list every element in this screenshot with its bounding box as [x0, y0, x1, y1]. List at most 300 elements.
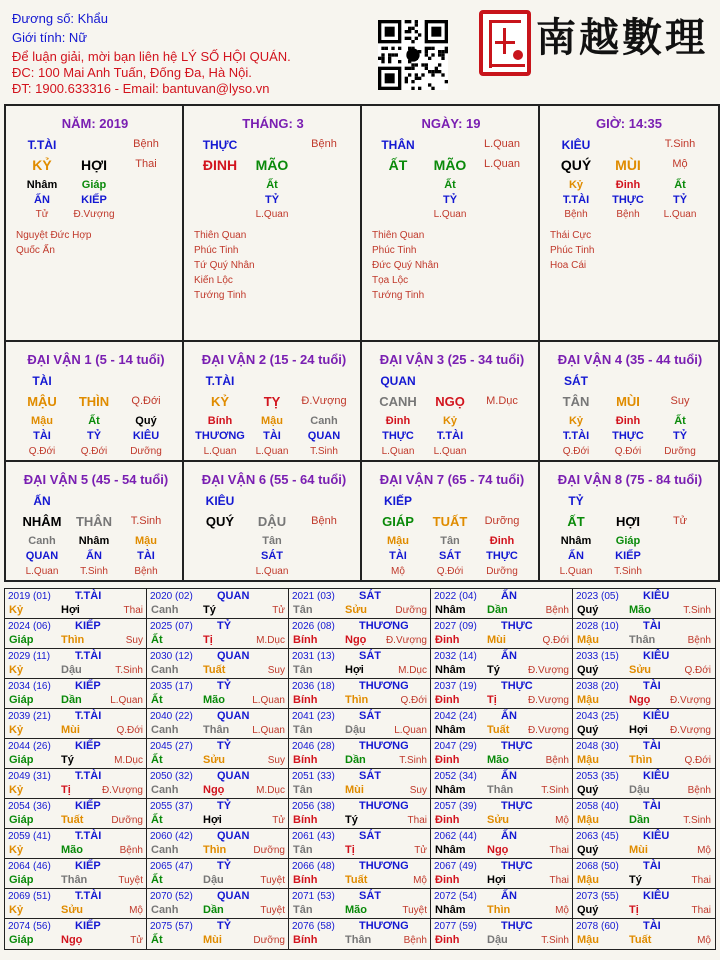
- year-label: 2031 (13): [292, 651, 335, 662]
- year-stem: Quý: [577, 784, 599, 796]
- dai-van-status: Bệnh: [311, 515, 337, 527]
- year-status: L.Quan: [394, 725, 427, 736]
- year-branch: Tý: [203, 604, 216, 616]
- hidden-stem: Tân: [440, 535, 460, 547]
- year-status: Suy: [409, 785, 427, 796]
- year-cell[interactable]: [147, 709, 289, 739]
- year-stem: Canh: [151, 904, 179, 916]
- hidden-than: TỶ: [264, 194, 280, 206]
- year-stem: Ất: [151, 934, 163, 946]
- year-cell[interactable]: [289, 919, 431, 949]
- hidden-stem: Mậu: [31, 415, 53, 427]
- year-than: SÁT: [359, 890, 381, 902]
- year-branch: Dậu: [629, 784, 650, 796]
- thien-than: T.TÀI: [27, 138, 57, 152]
- year-cell[interactable]: [573, 799, 715, 829]
- dai-van-stem: GIÁP: [382, 514, 414, 529]
- year-label: 2035 (17): [150, 681, 193, 692]
- hidden-stem: Mậu: [135, 535, 157, 547]
- year-status: Thai: [123, 605, 143, 616]
- year-cell[interactable]: [147, 679, 289, 709]
- hidden-stem: Mậu: [387, 535, 409, 547]
- year-than: THỰC: [501, 680, 533, 692]
- branch-char: MÃO: [433, 157, 467, 173]
- year-cell[interactable]: [431, 889, 573, 919]
- dai-van-6: [182, 460, 362, 582]
- year-branch: Thân: [203, 724, 230, 736]
- year-branch: Ngọ: [487, 844, 509, 856]
- year-cell[interactable]: [431, 679, 573, 709]
- year-branch: Dậu: [203, 874, 224, 886]
- year-stem: Quý: [577, 664, 599, 676]
- year-status: Bệnh: [403, 935, 427, 946]
- hidden-status: Tử: [35, 209, 49, 220]
- qr-code-icon[interactable]: [378, 20, 448, 90]
- pillar-2: [182, 104, 362, 342]
- year-status: Thai: [549, 845, 569, 856]
- dai-van-branch: TUẤT: [432, 514, 468, 529]
- year-branch: Ngọ: [629, 694, 651, 706]
- year-than: TỶ: [217, 620, 232, 632]
- year-label: 2042 (24): [434, 711, 477, 722]
- stem-char: ĐINH: [202, 157, 238, 173]
- year-branch: Mão: [629, 604, 651, 616]
- phone-email[interactable]: ĐT: 1900.633316 - Email: bantuvan@lyso.vn: [12, 81, 270, 96]
- star-item: Hoa Cái: [550, 260, 587, 271]
- year-stem: Mậu: [577, 634, 599, 646]
- year-than: TÀI: [643, 860, 661, 872]
- year-status: Bệnh: [545, 755, 569, 766]
- thien-than: KIÊU: [561, 138, 591, 152]
- hidden-than: ẤN: [34, 194, 50, 206]
- year-status: Bệnh: [545, 605, 569, 616]
- star-item: Tướng Tinh: [372, 290, 425, 301]
- year-cell[interactable]: [573, 919, 715, 949]
- year-branch: Dần: [629, 814, 650, 826]
- year-status: Thai: [407, 815, 427, 826]
- year-status: Dưỡng: [395, 605, 427, 616]
- year-status: Bệnh: [119, 845, 143, 856]
- hidden-than: KIÊU: [132, 430, 160, 442]
- hidden-status: Q.Đới: [28, 446, 56, 457]
- year-cell[interactable]: [289, 799, 431, 829]
- year-than: ẤN: [501, 770, 517, 782]
- year-stem: Mậu: [577, 814, 599, 826]
- year-stem: Đinh: [435, 874, 460, 886]
- dai-van-status: Q.Đới: [131, 395, 161, 407]
- dai-van-than: QUAN: [380, 374, 416, 388]
- year-cell[interactable]: [573, 829, 715, 859]
- year-cell[interactable]: [289, 769, 431, 799]
- year-cell[interactable]: [5, 799, 147, 829]
- year-status: Suy: [125, 635, 143, 646]
- year-status: Tử: [272, 605, 285, 616]
- hidden-than: THỰC: [486, 550, 518, 562]
- year-cell[interactable]: [431, 919, 573, 949]
- year-status: Tuyệt: [260, 905, 285, 916]
- year-cell[interactable]: [5, 679, 147, 709]
- hidden-status: L.Quan: [559, 566, 593, 577]
- dai-van-status: Dưỡng: [484, 515, 520, 527]
- contact-line: Để luận giải, mời bạn liên hệ LÝ SỐ HỘI QUÁN.: [12, 49, 291, 64]
- year-status: Bệnh: [687, 785, 711, 796]
- year-stem: Canh: [151, 604, 179, 616]
- year-label: 2037 (19): [434, 681, 477, 692]
- year-cell[interactable]: [147, 919, 289, 949]
- year-branch: Hợi: [487, 874, 506, 886]
- star-item: Thiên Quan: [372, 230, 425, 241]
- year-stem: Quý: [577, 844, 599, 856]
- year-cell[interactable]: [147, 859, 289, 889]
- star-item: Thái Cực: [550, 230, 592, 241]
- hidden-stem: Giáp: [81, 179, 107, 191]
- pillar-title: THÁNG: 3: [242, 116, 304, 131]
- year-cell[interactable]: [147, 649, 289, 679]
- hidden-status: Bệnh: [564, 209, 588, 220]
- year-cell[interactable]: [147, 619, 289, 649]
- year-branch: Thân: [61, 874, 88, 886]
- year-label: 2054 (36): [8, 801, 51, 812]
- year-status: T.Sinh: [399, 755, 427, 766]
- hidden-stem: Đinh: [615, 179, 641, 191]
- year-status: Đ.Vượng: [527, 725, 569, 736]
- year-stem: Quý: [577, 604, 599, 616]
- dai-van-title: ĐẠI VẬN 2 (15 - 24 tuổi): [201, 352, 347, 367]
- year-label: 2056 (38): [292, 801, 335, 812]
- hidden-stem: Đinh: [615, 415, 641, 427]
- year-branch: Mùi: [629, 844, 648, 856]
- year-cell[interactable]: [573, 859, 715, 889]
- year-than: TÀI: [643, 740, 661, 752]
- year-cell[interactable]: [431, 709, 573, 739]
- thien-than: THỰC: [202, 138, 238, 152]
- year-cell[interactable]: [573, 889, 715, 919]
- year-than: THỰC: [501, 740, 533, 752]
- dai-van-than: SÁT: [564, 374, 588, 388]
- year-cell[interactable]: [5, 829, 147, 859]
- year-stem: Bính: [293, 814, 318, 826]
- star-item: Tướng Tinh: [194, 290, 247, 301]
- year-label: 2024 (06): [8, 621, 51, 632]
- hidden-status: L.Quan: [433, 209, 467, 220]
- hidden-than: ẤN: [568, 550, 584, 562]
- hidden-stem: Đinh: [489, 535, 515, 547]
- year-status: T.Sinh: [541, 935, 569, 946]
- year-label: 2063 (45): [576, 831, 619, 842]
- dai-van-title: ĐẠI VẬN 1 (5 - 14 tuổi): [27, 352, 165, 367]
- star-item: Đức Quý Nhân: [372, 260, 439, 271]
- year-cell[interactable]: [147, 739, 289, 769]
- year-branch: Thìn: [61, 634, 85, 646]
- dai-van-status: Tử: [672, 515, 688, 527]
- hidden-status: Dưỡng: [130, 446, 162, 457]
- calligraphy-logo: 南越數理: [536, 14, 708, 61]
- year-label: 2074 (56): [8, 921, 51, 932]
- year-branch: Hợi: [629, 724, 648, 736]
- year-label: 2039 (21): [8, 711, 51, 722]
- year-cell[interactable]: [147, 799, 289, 829]
- year-cell[interactable]: [5, 739, 147, 769]
- year-stem: Tân: [293, 844, 313, 856]
- year-than: ẤN: [501, 710, 517, 722]
- hidden-stem: Tân: [262, 535, 282, 547]
- year-cell[interactable]: [289, 649, 431, 679]
- year-cell[interactable]: [147, 769, 289, 799]
- year-status: Đ.Vượng: [527, 695, 569, 706]
- year-status: T.Sinh: [683, 815, 711, 826]
- hidden-status: T.Sinh: [614, 566, 642, 577]
- branch-char: MÙI: [615, 157, 641, 173]
- year-cell[interactable]: [289, 709, 431, 739]
- year-label: 2058 (40): [576, 801, 619, 812]
- dai-van-stem: ẤT: [567, 514, 585, 529]
- year-than: T.TÀI: [75, 650, 102, 662]
- yearly-luck-grid: [4, 588, 716, 950]
- year-stem: Đinh: [435, 814, 460, 826]
- hidden-than: THƯƠNG: [195, 430, 245, 442]
- year-label: 2028 (10): [576, 621, 619, 632]
- seal-stamp-icon: [479, 10, 531, 76]
- dai-van-title: ĐẠI VẬN 8 (75 - 84 tuổi): [557, 472, 703, 487]
- year-cell[interactable]: [5, 769, 147, 799]
- year-label: 2067 (49): [434, 861, 477, 872]
- year-cell[interactable]: [431, 859, 573, 889]
- year-than: QUAN: [217, 590, 250, 602]
- year-status: L.Quan: [110, 695, 143, 706]
- branch-char: HỢI: [81, 157, 107, 173]
- year-cell[interactable]: [431, 769, 573, 799]
- year-branch: Tuất: [345, 874, 368, 886]
- year-stem: Tân: [293, 604, 313, 616]
- truong-sinh: Thai: [135, 158, 157, 170]
- hidden-status: T.Sinh: [310, 446, 338, 457]
- hidden-status: Q.Đới: [614, 446, 642, 457]
- year-stem: Nhâm: [435, 604, 466, 616]
- year-label: 2041 (23): [292, 711, 335, 722]
- year-branch: Hợi: [203, 814, 222, 826]
- year-than: TỶ: [217, 920, 232, 932]
- hidden-than: TÀI: [137, 550, 155, 562]
- duong-so: Đương số: Khẩu: [12, 11, 109, 26]
- hidden-status: L.Quan: [203, 446, 237, 457]
- hidden-status: T.Sinh: [80, 566, 108, 577]
- year-label: 2077 (59): [434, 921, 477, 932]
- hidden-stem: Quý: [135, 415, 157, 427]
- year-than: KIẾP: [75, 860, 101, 872]
- year-label: 2045 (27): [150, 741, 193, 752]
- year-cell[interactable]: [431, 619, 573, 649]
- year-stem: Mậu: [577, 874, 599, 886]
- year-branch: Sửu: [629, 664, 652, 676]
- year-status: Mộ: [555, 905, 569, 916]
- hidden-status: Q.Đới: [436, 566, 464, 577]
- year-branch: Tị: [61, 784, 71, 796]
- year-branch: Sửu: [345, 604, 368, 616]
- year-cell[interactable]: [289, 589, 431, 619]
- year-than: KIÊU: [643, 830, 670, 842]
- pillar-3: [360, 104, 540, 342]
- year-stem: Canh: [151, 844, 179, 856]
- dai-van-title: ĐẠI VẬN 3 (25 - 34 tuổi): [379, 352, 525, 367]
- year-cell[interactable]: [5, 889, 147, 919]
- hidden-stem: Ất: [674, 415, 686, 427]
- dai-van-stem: MẬU: [27, 394, 57, 409]
- hidden-status: L.Quan: [255, 446, 289, 457]
- year-stem: Đinh: [435, 754, 460, 766]
- year-stem: Kỷ: [9, 784, 24, 796]
- year-than: KIẾP: [75, 800, 101, 812]
- dai-van-title: ĐẠI VẬN 4 (35 - 44 tuổi): [557, 352, 703, 367]
- star-item: Tọa Lộc: [372, 275, 409, 286]
- year-than: THƯƠNG: [359, 740, 409, 752]
- year-label: 2038 (20): [576, 681, 619, 692]
- year-label: 2068 (50): [576, 861, 619, 872]
- dai-van-status: M.Dục: [486, 395, 518, 407]
- year-status: M.Dục: [114, 755, 143, 766]
- year-label: 2044 (26): [8, 741, 51, 752]
- year-label: 2053 (35): [576, 771, 619, 782]
- year-stem: Quý: [577, 724, 599, 736]
- year-than: QUAN: [217, 650, 250, 662]
- year-status: Mộ: [413, 875, 427, 886]
- year-stem: Kỷ: [9, 844, 24, 856]
- year-cell[interactable]: [5, 919, 147, 949]
- year-cell[interactable]: [431, 649, 573, 679]
- year-branch: Ngọ: [61, 934, 83, 946]
- year-than: THƯƠNG: [359, 680, 409, 692]
- year-label: 2021 (03): [292, 591, 335, 602]
- year-cell[interactable]: [431, 739, 573, 769]
- year-label: 2076 (58): [292, 921, 335, 932]
- year-status: M.Dục: [256, 785, 285, 796]
- year-than: ẤN: [501, 590, 517, 602]
- year-label: 2026 (08): [292, 621, 335, 632]
- year-status: Tuyệt: [118, 875, 143, 886]
- year-than: TÀI: [643, 680, 661, 692]
- year-cell[interactable]: [573, 769, 715, 799]
- dai-van-branch: THÂN: [75, 514, 113, 529]
- year-than: THƯƠNG: [359, 860, 409, 872]
- star-item: Phúc Tinh: [194, 245, 239, 256]
- year-cell[interactable]: [5, 619, 147, 649]
- year-than: KIÊU: [643, 890, 670, 902]
- year-status: Q.Đới: [684, 755, 711, 766]
- year-branch: Dần: [203, 904, 224, 916]
- year-than: QUAN: [217, 830, 250, 842]
- year-cell[interactable]: [289, 829, 431, 859]
- year-cell[interactable]: [147, 889, 289, 919]
- dai-van-5: [4, 460, 184, 582]
- year-branch: Tị: [345, 844, 355, 856]
- year-branch: Tị: [203, 634, 213, 646]
- year-label: 2023 (05): [576, 591, 619, 602]
- year-stem: Bính: [293, 934, 318, 946]
- truong-sinh: Mộ: [672, 158, 688, 170]
- year-stem: Bính: [293, 754, 318, 766]
- year-cell[interactable]: [5, 589, 147, 619]
- year-label: 2047 (29): [434, 741, 477, 752]
- hidden-stem: Kỷ: [568, 179, 584, 191]
- hidden-stem: Canh: [28, 535, 56, 547]
- year-cell[interactable]: [289, 889, 431, 919]
- year-label: 2019 (01): [8, 591, 51, 602]
- hidden-than: KIẾP: [81, 194, 107, 206]
- year-branch: Thìn: [629, 754, 653, 766]
- year-label: 2027 (09): [434, 621, 477, 632]
- year-cell[interactable]: [5, 649, 147, 679]
- year-stem: Tân: [293, 664, 313, 676]
- hidden-stem: Nhâm: [26, 179, 58, 191]
- dai-van-8: [538, 460, 720, 582]
- year-than: KIÊU: [643, 770, 670, 782]
- year-cell[interactable]: [573, 619, 715, 649]
- year-cell[interactable]: [431, 589, 573, 619]
- year-cell[interactable]: [289, 739, 431, 769]
- year-status: Mộ: [697, 935, 711, 946]
- hidden-stem: Giáp: [615, 535, 641, 547]
- year-cell[interactable]: [573, 589, 715, 619]
- year-label: 2034 (16): [8, 681, 51, 692]
- hidden-than: QUAN: [307, 430, 341, 442]
- year-cell[interactable]: [431, 829, 573, 859]
- year-branch: Dần: [61, 694, 82, 706]
- year-stem: Nhâm: [435, 844, 466, 856]
- year-branch: Dần: [345, 754, 366, 766]
- year-cell[interactable]: [289, 619, 431, 649]
- dai-van-than: T.TÀI: [205, 374, 235, 388]
- year-status: Q.Đới: [400, 695, 427, 706]
- year-than: THỰC: [501, 620, 533, 632]
- year-cell[interactable]: [289, 859, 431, 889]
- year-cell[interactable]: [5, 709, 147, 739]
- year-cell[interactable]: [147, 589, 289, 619]
- dai-van-stem: TÂN: [562, 394, 590, 409]
- year-than: QUAN: [217, 890, 250, 902]
- year-than: TÀI: [643, 920, 661, 932]
- year-cell[interactable]: [147, 829, 289, 859]
- dai-van-title: ĐẠI VẬN 7 (65 - 74 tuổi): [379, 472, 525, 487]
- year-stem: Tân: [293, 904, 313, 916]
- year-cell[interactable]: [573, 739, 715, 769]
- year-cell[interactable]: [573, 709, 715, 739]
- hidden-than: TÀI: [33, 430, 51, 442]
- year-branch: Tị: [487, 694, 497, 706]
- year-than: TÀI: [643, 620, 661, 632]
- hidden-status: L.Quan: [255, 209, 289, 220]
- year-branch: Ngọ: [203, 784, 225, 796]
- year-label: 2061 (43): [292, 831, 335, 842]
- year-label: 2052 (34): [434, 771, 477, 782]
- year-stem: Canh: [151, 724, 179, 736]
- year-label: 2051 (33): [292, 771, 335, 782]
- year-cell[interactable]: [289, 679, 431, 709]
- year-than: SÁT: [359, 710, 381, 722]
- year-cell[interactable]: [573, 649, 715, 679]
- year-stem: Nhâm: [435, 664, 466, 676]
- year-cell[interactable]: [573, 679, 715, 709]
- year-than: TỶ: [217, 680, 232, 692]
- hidden-stem: Ất: [444, 179, 456, 191]
- year-cell[interactable]: [431, 799, 573, 829]
- year-than: THƯƠNG: [359, 800, 409, 812]
- year-than: ẤN: [501, 890, 517, 902]
- year-branch: Tuất: [629, 934, 652, 946]
- year-status: Q.Đới: [116, 725, 143, 736]
- year-branch: Tị: [629, 904, 639, 916]
- dia-than: T.Sinh: [664, 138, 696, 150]
- gioi-tinh: Giới tính: Nữ: [12, 30, 88, 45]
- year-cell[interactable]: [5, 859, 147, 889]
